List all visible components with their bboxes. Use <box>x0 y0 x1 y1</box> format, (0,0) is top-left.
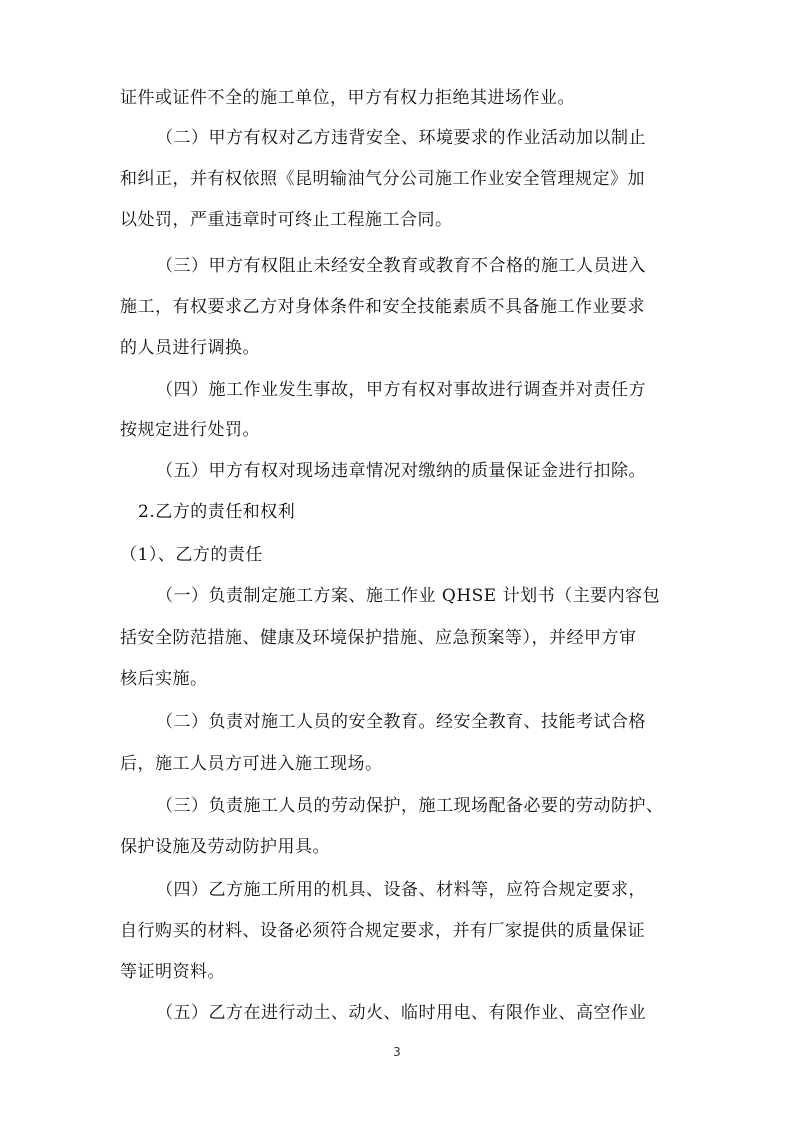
text-line: 的人员进行调换。 <box>120 338 260 358</box>
text-line: 括安全防范措施、健康及环境保护措施、应急预案等），并经甲方审 <box>120 628 637 648</box>
text-line: 和纠正，并有权依照《昆明输油气分公司施工作业安全管理规定》加 <box>120 169 645 189</box>
page-number: 3 <box>393 1045 401 1059</box>
text-line: 保护设施及劳动防护用具。 <box>120 837 330 857</box>
text-line: （三）甲方有权阻止未经安全教育或教育不合格的施工人员进入 <box>156 256 646 276</box>
subsection-heading: （1）、乙方的责任 <box>120 545 263 565</box>
text-line: （五）乙方在进行动土、动火、临时用电、有限作业、高空作业 <box>156 1003 646 1023</box>
text-line: 自行购买的材料、设备必须符合规定要求，并有厂家提供的质量保证 <box>120 921 645 941</box>
text-line: （二）负责对施工人员的安全教育。经安全教育、技能考试合格 <box>156 712 646 732</box>
text-line: 后，施工人员方可进入施工现场。 <box>120 754 383 774</box>
text-line: （五）甲方有权对现场违章情况对缴纳的质量保证金进行扣除。 <box>156 461 646 481</box>
text-line: 证件或证件不全的施工单位，甲方有权力拒绝其进场作业。 <box>120 88 575 108</box>
text-line: （二）甲方有权对乙方违背安全、环境要求的作业活动加以制止 <box>156 128 646 148</box>
text-line: （四）施工作业发生事故，甲方有权对事故进行调查并对责任方 <box>156 380 646 400</box>
text-line: 以处罚，严重违章时可终止工程施工合同。 <box>120 210 453 230</box>
text-line: 等证明资料。 <box>120 962 225 982</box>
text-line: （一）负责制定施工方案、施工作业 QHSE 计划书（主要内容包 <box>156 586 661 606</box>
text-line: 施工，有权要求乙方对身体条件和安全技能素质不具备施工作业要求 <box>120 297 645 317</box>
text-line: 按规定进行处罚。 <box>120 420 260 440</box>
text-line: 核后实施。 <box>120 669 208 689</box>
section-heading: 2.乙方的责任和权利 <box>138 502 296 522</box>
text-line: （四）乙方施工所用的机具、设备、材料等，应符合规定要求， <box>156 880 646 900</box>
text-line: （三）负责施工人员的劳动保护，施工现场配备必要的劳动防护、 <box>156 796 664 816</box>
